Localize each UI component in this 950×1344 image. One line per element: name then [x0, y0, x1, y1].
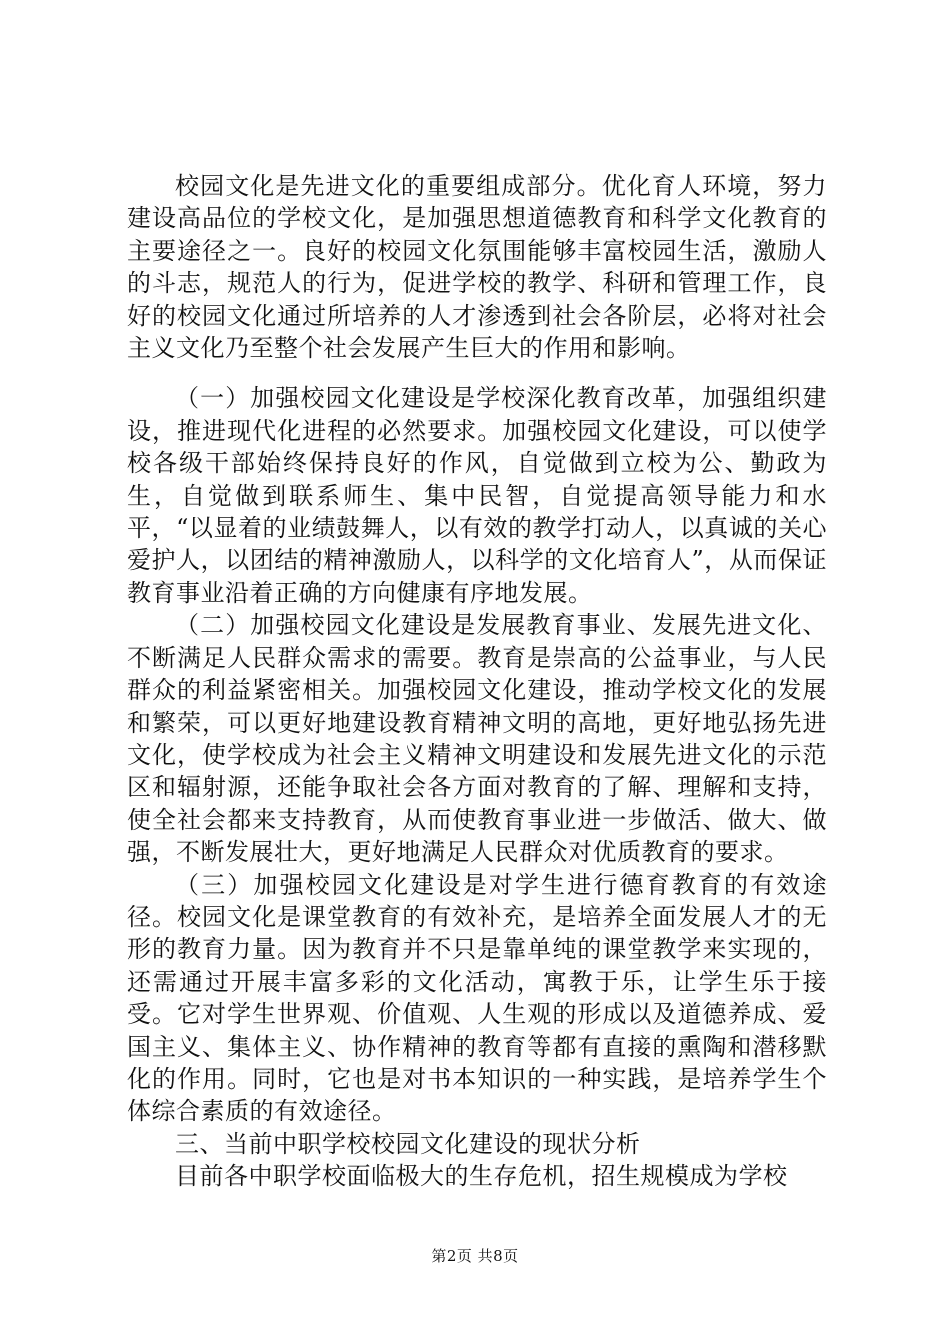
- page-number-footer: 第2页 共8页: [431, 1247, 519, 1265]
- section-heading-status-analysis: 三、当前中职学校校园文化建设的现状分析: [175, 1129, 641, 1158]
- paragraph-campus-culture-intro: 校园文化是先进文化的重要组成部分。优化育人环境，努力建设高品位的学校文化，是加强思想道德教育和科学文化教育的主要途径之一。良好的校园文化氛围能够丰富校园生活，激励人的斗志，规范人的行为，促进学校的教学、科研和管理工作，良好的校园文化通过所培养的人才渗透到社会各阶层，必将对社会主义文化乃至整个社会发展产生巨大的作用和影响。: [127, 172, 827, 363]
- paragraph-section-one: （一）加强校园文化建设是学校深化教育改革，加强组织建设，推进现代化进程的必然要求。加强校园文化建设，可以使学校各级干部始终保持良好的作风，自觉做到立校为公、勤政为生，自觉做到联系师生、集中民智，自觉提高领导能力和水平，“以显着的业绩鼓舞人，以有效的教学打动人，以真诚的关心爱护人，以团结的精神激励人，以科学的文化培育人”，从而保证教育事业沿着正确的方向健康有序地发展。: [127, 384, 827, 607]
- document-body: [127, 170, 827, 1193]
- paragraph-section-two: （二）加强校园文化建设是发展教育事业、发展先进文化、不断满足人民群众需求的需要。教育是崇高的公益事业，与人民群众的利益紧密相关。加强校园文化建设，推动学校文化的发展和繁荣，可以更好地建设教育精神文明的高地，更好地弘扬先进文化，使学校成为社会主义精神文明建设和发展先进文化的示范区和辐射源，还能争取社会各方面对教育的了解、理解和支持，使全社会都来支持教育，从而使教育事业进一步做活、做大、做强，不断发展壮大，更好地满足人民群众对优质教育的要求。: [127, 611, 827, 867]
- paragraph-status-analysis: 目前各中职学校面临极大的生存危机，招生规模成为学校: [175, 1162, 788, 1191]
- paragraph-section-three: （三）加强校园文化建设是对学生进行德育教育的有效途径。校园文化是课堂教育的有效补充，是培养全面发展人才的无形的教育力量。因为教育并不只是靠单纯的课堂教学来实现的，还需通过开展丰富多彩的文化活动，寓教于乐，让学生乐于接受。它对学生世界观、价值观、人生观的形成以及道德养成、爱国主义、集体主义、协作精神的教育等都有直接的熏陶和潜移默化的作用。同时，它也是对书本知识的一种实践，是培养学生个体综合素质的有效途径。: [127, 870, 827, 1126]
